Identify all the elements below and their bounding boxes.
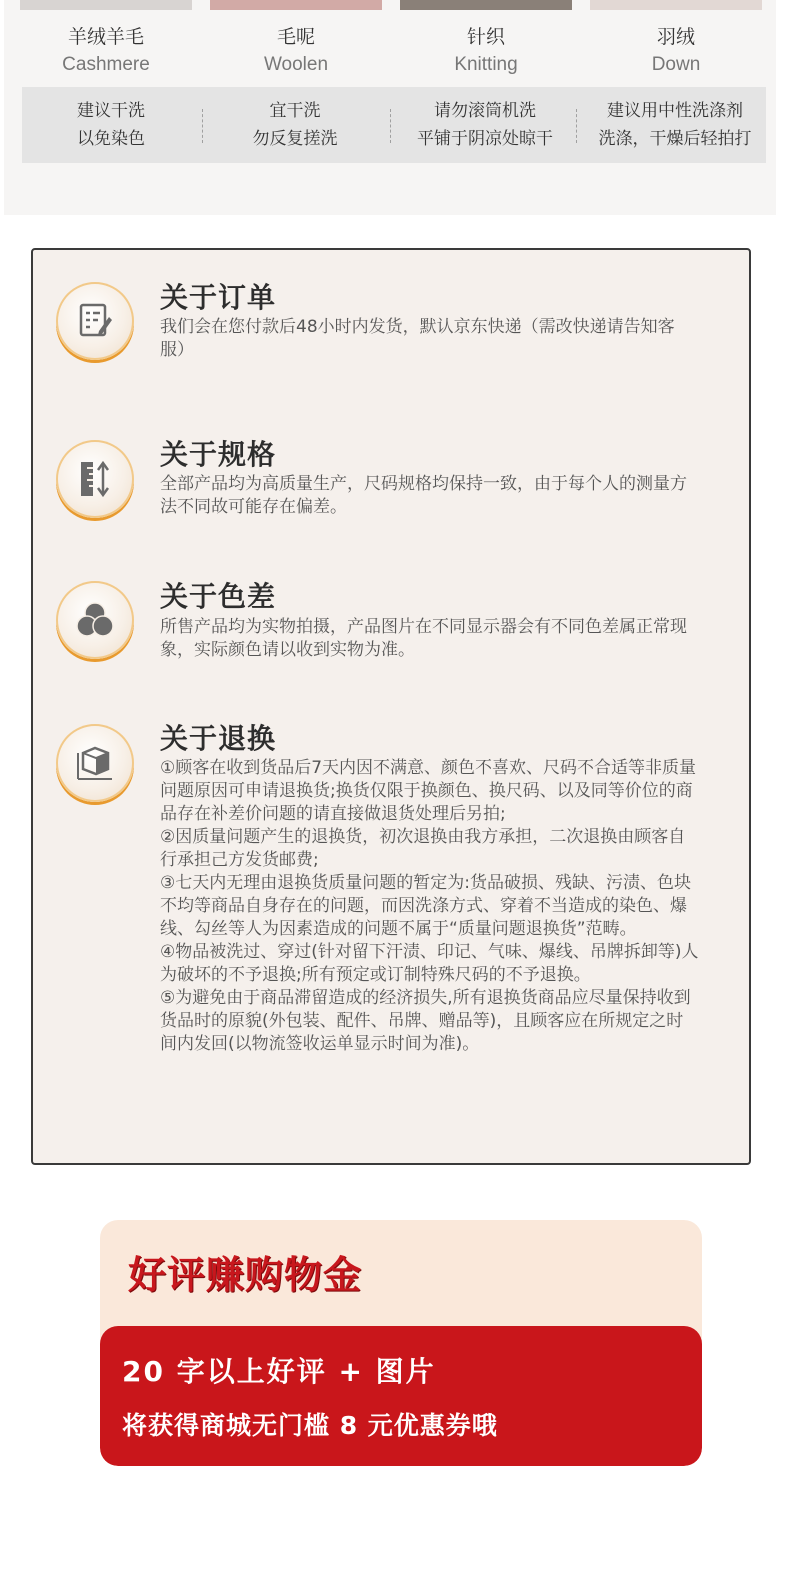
care-section [4, 0, 776, 215]
care-tip [582, 97, 768, 153]
down-swatch [590, 0, 762, 10]
material-name-en: Woolen [263, 54, 329, 75]
promo-reward: 将获得商城无门槛 8 元优惠券哦 [122, 1411, 498, 1440]
care-tip-line2: 洗涤，干燥后轻拍打 [598, 129, 752, 149]
care-tip-line1: 建议用中性洗涤剂 [607, 101, 743, 121]
size-text: 全部产品均为高质量生产，尺码规格均保持一致，由于每个人的测量方法不同故可能存在偏差。 [160, 474, 687, 517]
care-tip-line2: 勿反复搓洗 [252, 129, 338, 149]
material-down [581, 24, 771, 78]
size-title: 关于规格 [160, 438, 277, 471]
care-tip-line1: 请勿滚筒机洗 [434, 101, 536, 121]
cashmere-swatch [20, 0, 192, 10]
material-cashmere [11, 24, 201, 78]
care-tip [202, 97, 388, 153]
material-name-en: Down [651, 54, 701, 75]
color-circles-icon [56, 581, 134, 659]
returns-item: ③七天内无理由退换货质量问题的暂定为:货品破损、残缺、污渍、色块不均等商品自身存在的问题，而因洗涤方式、穿着不当造成的染色、爆线、勾丝等人为因素造成的问题不属于“质量问题退换货”范畴。 [160, 873, 691, 939]
promo-condition: 20 字以上好评 + 图片 [122, 1355, 436, 1388]
returns-item: ②因质量问题产生的退换货，初次退换由我方承担，二次退换由顾客自行承担己方发货邮费; [160, 827, 686, 870]
box-icon [56, 724, 134, 802]
returns-item: ⑤为避免由于商品滞留造成的经济损失,所有退换货商品应尽量保持收到货品时的原貌(外包装、配件、吊牌、赠品等)，且顾客应在所规定之时间内发回(以物流签收运单显示时间为准)。 [160, 988, 691, 1054]
care-tip [392, 97, 578, 153]
material-name-en: Knitting [454, 54, 518, 75]
woolen-swatch [210, 0, 382, 10]
store-policy-box [31, 248, 751, 1165]
care-tips-bar [22, 87, 766, 163]
material-woolen [201, 24, 391, 78]
divider [576, 109, 577, 143]
care-tip-line1: 建议干洗 [77, 101, 145, 121]
care-tip-line1: 宜干洗 [269, 101, 321, 121]
color-text: 所售产品均为实物拍摄，产品图片在不同显示器会有不同色差属正常现象，实际颜色请以收到实物为准。 [160, 617, 687, 660]
order-text: 我们会在您付款后48小时内发货，默认京东快递（需改快递请告知客服） [160, 317, 675, 360]
material-name-zh: 羽绒 [656, 26, 695, 48]
care-tip-line2: 以免染色 [77, 129, 145, 149]
material-knitting [391, 24, 581, 78]
promo-title: 好评赚购物金 [128, 1253, 363, 1297]
material-name-en: Cashmere [62, 54, 150, 75]
knitting-swatch [400, 0, 572, 10]
returns-title: 关于退换 [160, 722, 277, 755]
review-reward-banner [100, 1220, 702, 1466]
returns-text [160, 757, 700, 1056]
returns-item: ④物品被洗过、穿过(针对留下汗渍、印记、气味、爆线、吊牌拆卸等)人为破坏的不予退换;所有预定或订制特殊尺码的不予退换。 [160, 942, 699, 985]
divider [390, 109, 391, 143]
care-tip [18, 97, 204, 153]
material-name-zh: 羊绒羊毛 [67, 26, 144, 48]
color-title: 关于色差 [160, 580, 277, 613]
material-name-zh: 针织 [466, 26, 505, 48]
returns-item: ①顾客在收到货品后7天内因不满意、颜色不喜欢、尺码不合适等非质量问题原因可申请退换货;换货仅限于换颜色、换尺码、以及同等价位的商品存在补差价问题的请直接做退货处理后另拍; [160, 758, 697, 824]
ruler-icon [56, 440, 134, 518]
order-title: 关于订单 [160, 281, 277, 314]
material-name-zh: 毛呢 [276, 26, 315, 48]
promo-detail-panel [100, 1326, 702, 1466]
care-tip-line2: 平铺于阴凉处晾干 [417, 129, 553, 149]
order-list-icon [56, 282, 134, 360]
